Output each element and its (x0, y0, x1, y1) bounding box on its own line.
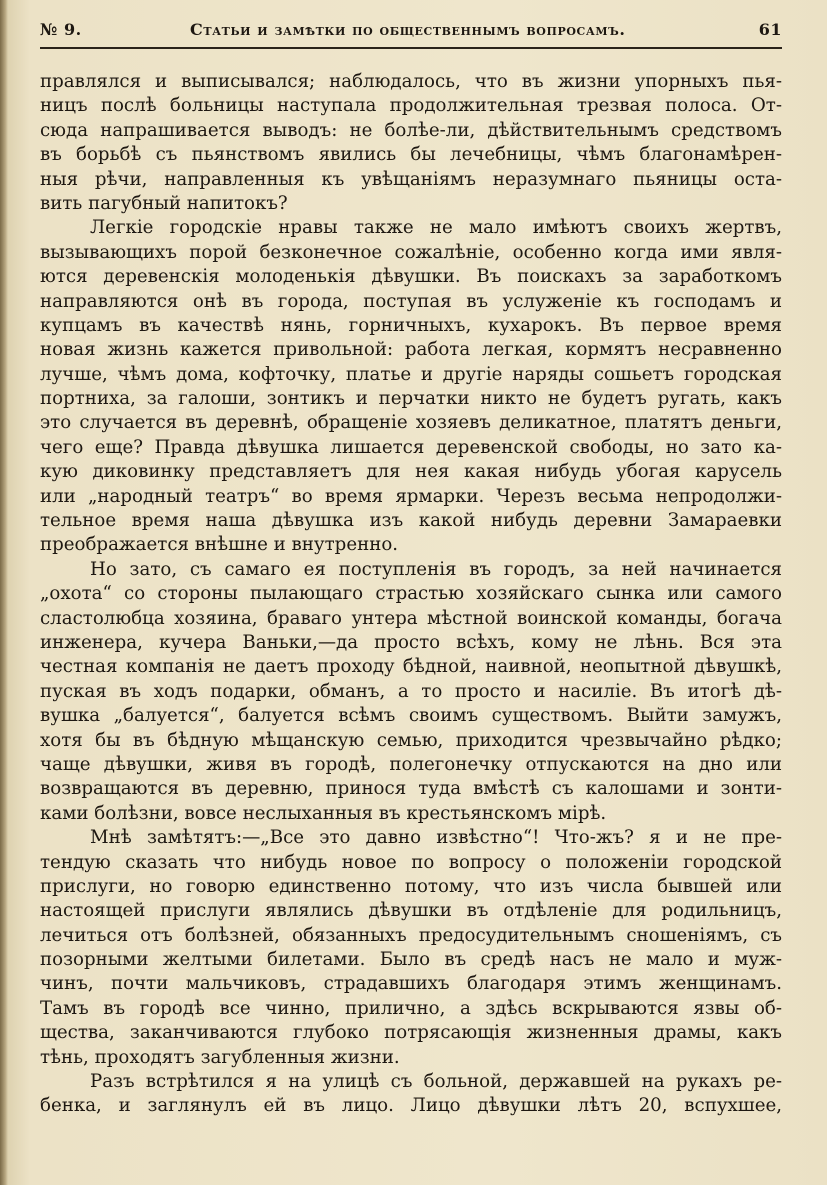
text-line: „охота“ со стороны пылающаго страстью хозяйскаго сынка или самого (40, 583, 782, 605)
text-line: это случается въ деревнѣ, обращеніе хозяевъ деликатное, платятъ деньги, (40, 412, 782, 434)
text-line: ются деревенскія молоденькія дѣвушки. Въ поискахъ за заработкомъ (40, 266, 782, 288)
text-line: настоящей прислуги являлись дѣвушки въ отдѣленіе для родильницъ, (40, 900, 782, 922)
text-line: вызывающихъ порой безконечное сожалѣніе, особенно когда ими явля- (40, 241, 782, 263)
text-line: ками болѣзни, вовсе неслыханныя въ крестьянскомъ мірѣ. (40, 802, 607, 824)
body-text (40, 70, 782, 1119)
text-line: прислуги, но говорю единственно потому, что изъ числа бывшей или (40, 875, 782, 897)
text-line: возвращаются въ деревню, принося туда вмѣстѣ съ калошами и зонти- (40, 778, 782, 800)
text-line: ныя рѣчи, направленныя къ увѣщаніямъ неразумнаго пьяницы оста- (40, 168, 782, 190)
text-line: позорными желтыми билетами. Было въ средѣ насъ не мало и муж- (40, 949, 782, 971)
text-line: кую диковинку представляетъ для нея какая нибудь убогая карусель (40, 461, 782, 483)
text-line: пуская въ ходъ подарки, обманъ, а то просто и насиліе. Въ итогѣ дѣ- (40, 680, 782, 702)
text-line: правлялся и выписывался; наблюдалось, что въ жизни упорныхъ пья- (40, 71, 782, 92)
header-rule (40, 47, 782, 49)
section-title: Статьи и замѣтки по общественнымъ вопросамъ. (190, 20, 626, 39)
text-line: чаще дѣвушки, живя въ городѣ, полегонечку отпускаются на дно или (40, 753, 782, 775)
text-line: въ борьбѣ съ пьянствомъ явились бы лечебницы, чѣмъ благонамѣрен- (40, 144, 782, 166)
text-line: лечиться отъ болѣзней, обязанныхъ предосудительнымъ сношеніямъ, съ (40, 924, 782, 946)
issue-number: № 9. (40, 20, 82, 39)
text-line: портниха, за галоши, зонтикъ и перчатки никто не будетъ ругать, какъ (40, 388, 782, 410)
text-line: тѣнь, проходятъ загубленныя жизни. (40, 1046, 400, 1068)
text-line: Тамъ въ городѣ все чинно, прилично, а здѣсь вскрываются язвы об- (40, 997, 782, 1019)
text-line: сюда напрашивается выводъ: не болѣе-ли, дѣйствительнымъ средствомъ (40, 119, 782, 141)
text-line: купцамъ въ качествѣ нянь, горничныхъ, кухарокъ. Въ первое время (40, 314, 782, 336)
text-line: инженера, кучера Ваньки,—да просто всѣхъ, кому не лѣнь. Вся эта (40, 631, 782, 653)
text-line: тендую сказать что нибудь новое по вопросу о положеніи городской (40, 851, 782, 873)
text-line: щества, заканчиваются глубоко потрясающія жизненныя драмы, какъ (40, 1022, 782, 1044)
text-line: сластолюбца хозяина, браваго унтера мѣстной воинской команды, богача (40, 607, 782, 629)
text-line: тельное время наша дѣвушка изъ какой нибудь деревни Замараевки (40, 510, 782, 532)
text-line: новая жизнь кажется привольной: работа легкая, кормятъ несравненно (40, 339, 782, 361)
text-line: Но зато, съ самаго ея поступленія въ городъ, за ней начинается (90, 558, 782, 580)
text-line: ницъ послѣ больницы наступала продолжительная трезвая полоса. От- (40, 95, 782, 117)
text-line: Разъ встрѣтился я на улицѣ съ больной, державшей на рукахъ ре- (90, 1071, 782, 1093)
text-line: Мнѣ замѣтятъ:—„Все это давно извѣстно“! Что-жъ? я и не пре- (90, 827, 782, 849)
running-header (40, 20, 782, 46)
text-line: лучше, чѣмъ дома, кофточку, платье и другіе наряды сошьетъ городская (40, 363, 782, 385)
text-line: чего еще? Правда дѣвушка лишается деревенской свободы, но зато ка- (40, 436, 782, 458)
text-line: Легкіе городскіе нравы также не мало имѣютъ своихъ жертвъ, (90, 217, 782, 239)
text-line: или „народный театръ“ во время ярмарки. Черезъ весьма непродолжи- (40, 485, 782, 507)
text-line: направляются онѣ въ города, поступая въ услуженіе къ господамъ и (40, 290, 782, 312)
text-line: преображается внѣшне и внутренно. (40, 534, 399, 556)
text-line: вушка „балуется“, балуется всѣмъ своимъ существомъ. Выйти замужъ, (40, 705, 782, 727)
text-line: бенка, и заглянулъ ей въ лицо. Лицо дѣвушки лѣтъ 20, вспухшее, (40, 1095, 782, 1117)
text-line: честная компанія не даетъ проходу бѣдной, наивной, неопытной дѣвушкѣ, (40, 656, 782, 678)
page-number: 61 (758, 20, 782, 39)
book-spine-shadow (0, 0, 8, 1185)
text-line: чинъ, почти мальчиковъ, страдавшихъ благодаря этимъ женщинамъ. (40, 973, 782, 995)
text-line: вить пагубный напитокъ? (40, 192, 288, 214)
text-line: хотя бы въ бѣдную мѣщанскую семью, приходится чрезвычайно рѣдко; (40, 729, 782, 751)
